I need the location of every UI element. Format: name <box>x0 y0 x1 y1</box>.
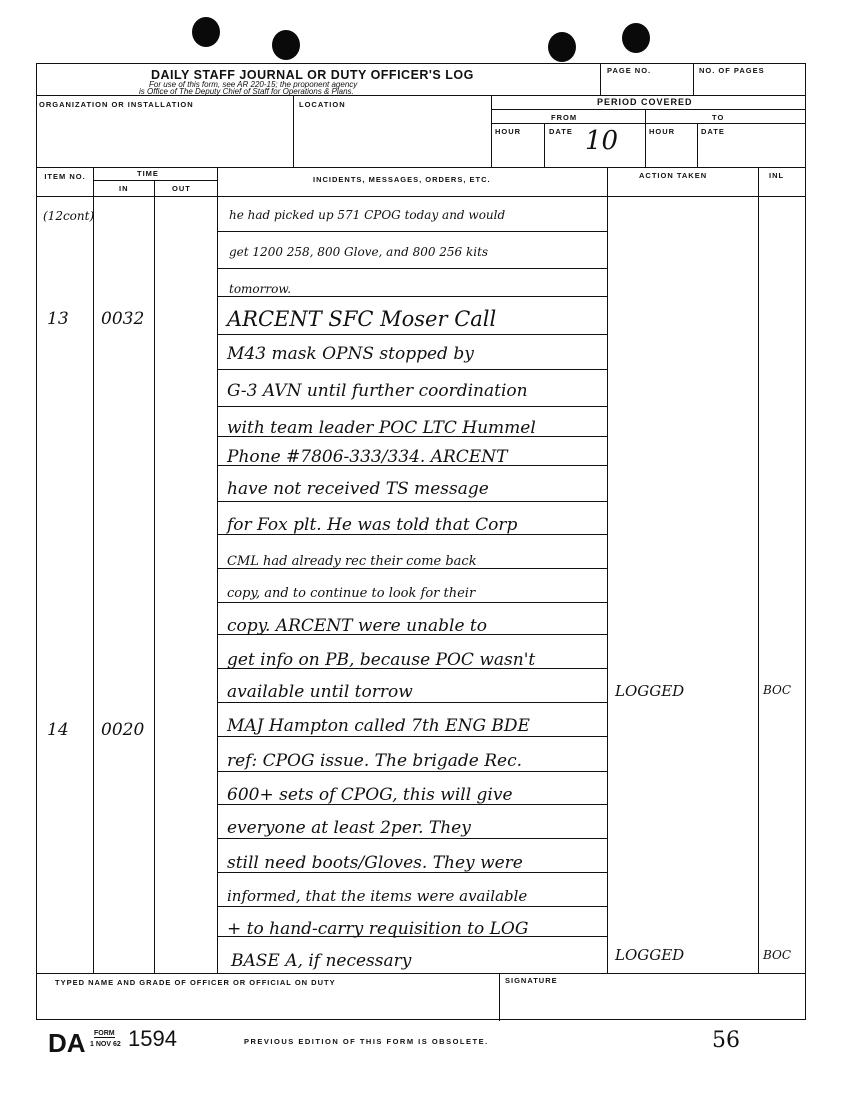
entry-13-line: have not received TS message <box>227 479 489 499</box>
entry-12-line: get 1200 258, 800 Glove, and 800 256 kits <box>229 245 489 259</box>
punch-hole-1 <box>192 17 220 47</box>
form-subtitle-2: is Office of The Deputy Chief of Staff for Operations & Plans. <box>139 87 354 96</box>
page-no-label: PAGE NO. <box>607 66 652 75</box>
organization-label: ORGANIZATION OR INSTALLATION <box>39 100 194 109</box>
entry-14-line: everyone at least 2per. They <box>227 818 471 838</box>
ruled-line <box>217 771 607 772</box>
entry-13-line: ARCENT SFC Moser Call <box>227 307 497 331</box>
entry-14-line: BASE A, if necessary <box>231 951 412 971</box>
signature-label: SIGNATURE <box>505 976 558 985</box>
entry-14-line: + to hand-carry requisition to LOG <box>227 919 529 939</box>
entry-13-action: LOGGED <box>615 682 685 700</box>
to-hour-label: HOUR <box>649 127 676 136</box>
entry-13-line: Phone #7806-333/334. ARCENT <box>227 447 508 467</box>
ruled-line <box>217 838 607 839</box>
entry-13-line: copy. ARCENT were unable to <box>227 616 487 636</box>
footer-page-stamp: 56 <box>712 1028 740 1053</box>
footer-obsolete-note: PREVIOUS EDITION OF THIS FORM IS OBSOLETE. <box>244 1037 489 1046</box>
location-label: LOCATION <box>299 100 346 109</box>
ruled-line <box>217 231 607 232</box>
entry-13-line: copy, and to continue to look for their <box>227 586 476 601</box>
entry-13-time-in: 0032 <box>101 309 145 329</box>
punch-hole-3 <box>548 32 576 62</box>
ruled-line <box>217 268 607 269</box>
entry-12-line: he had picked up 571 CPOG today and would <box>229 208 506 222</box>
to-label: TO <box>712 113 725 122</box>
ruled-line <box>217 406 607 407</box>
punch-hole-2 <box>272 30 300 60</box>
time-out-header: OUT <box>172 184 191 193</box>
footer-form-number: 1594 <box>128 1026 177 1051</box>
entry-13-line: with team leader POC LTC Hummel <box>227 418 536 438</box>
footer-form-date: 1 NOV 62 <box>90 1041 121 1048</box>
typed-name-label: TYPED NAME AND GRADE OF OFFICER OR OFFICIAL ON DUTY <box>55 978 336 987</box>
action-taken-header: ACTION TAKEN <box>639 171 708 180</box>
entry-13-line: get info on PB, because POC wasn't <box>227 650 536 670</box>
from-date-label: DATE <box>549 127 573 136</box>
ruled-line <box>217 501 607 502</box>
entry-14-line: informed, that the items were available <box>227 887 528 905</box>
entry-13-line: for Fox plt. He was told that Corp <box>227 515 518 535</box>
period-covered-label: PERIOD COVERED <box>597 97 693 107</box>
punch-hole-4 <box>622 23 650 53</box>
entry-14-item: 14 <box>47 720 69 740</box>
footer-form-label: FORM <box>94 1030 115 1037</box>
entry-13-initials: BOC <box>763 683 792 697</box>
form-subtitle-1: For use of this form, see AR 220-15; the proponent agency <box>149 80 358 89</box>
time-in-header: IN <box>119 184 129 193</box>
entry-13-line: CML had already rec their come back <box>227 554 477 569</box>
item-no-header: ITEM NO. <box>44 172 86 181</box>
time-header: TIME <box>137 169 159 178</box>
entry-14-initials: BOC <box>763 948 792 962</box>
entry-14-action: LOGGED <box>615 946 685 964</box>
entry-13-item: 13 <box>47 309 69 329</box>
entry-14-line: 600+ sets of CPOG, this will give <box>227 785 513 805</box>
from-label: FROM <box>551 113 578 122</box>
entry-12-item: (12cont) <box>43 209 95 223</box>
form-title: DAILY STAFF JOURNAL OR DUTY OFFICER'S LOG <box>151 68 474 82</box>
ruled-line <box>217 736 607 737</box>
entry-13-line: G-3 AVN until further coordination <box>227 381 528 401</box>
entry-14-time-in: 0020 <box>101 720 145 740</box>
inl-header: INL <box>769 171 785 180</box>
entry-13-line: M43 mask OPNS stopped by <box>227 344 474 364</box>
footer-da: DA <box>48 1028 86 1058</box>
entry-14-line: MAJ Hampton called 7th ENG BDE <box>227 716 530 736</box>
to-date-label: DATE <box>701 127 725 136</box>
ruled-line <box>217 602 607 603</box>
ruled-line <box>217 296 607 297</box>
entry-14-line: still need boots/Gloves. They were <box>227 853 523 873</box>
journal-form <box>36 63 806 1020</box>
date-initials-mark: 10 <box>585 126 619 156</box>
ruled-line <box>217 369 607 370</box>
entry-12-line: tomorrow. <box>229 282 292 296</box>
ruled-line <box>217 702 607 703</box>
entry-13-line: available until torrow <box>227 682 413 702</box>
entry-14-line: ref: CPOG issue. The brigade Rec. <box>227 751 523 771</box>
from-hour-label: HOUR <box>495 127 522 136</box>
ruled-line <box>217 334 607 335</box>
no-of-pages-label: NO. OF PAGES <box>699 66 765 75</box>
incidents-header: INCIDENTS, MESSAGES, ORDERS, ETC. <box>313 175 491 184</box>
ruled-line <box>217 906 607 907</box>
